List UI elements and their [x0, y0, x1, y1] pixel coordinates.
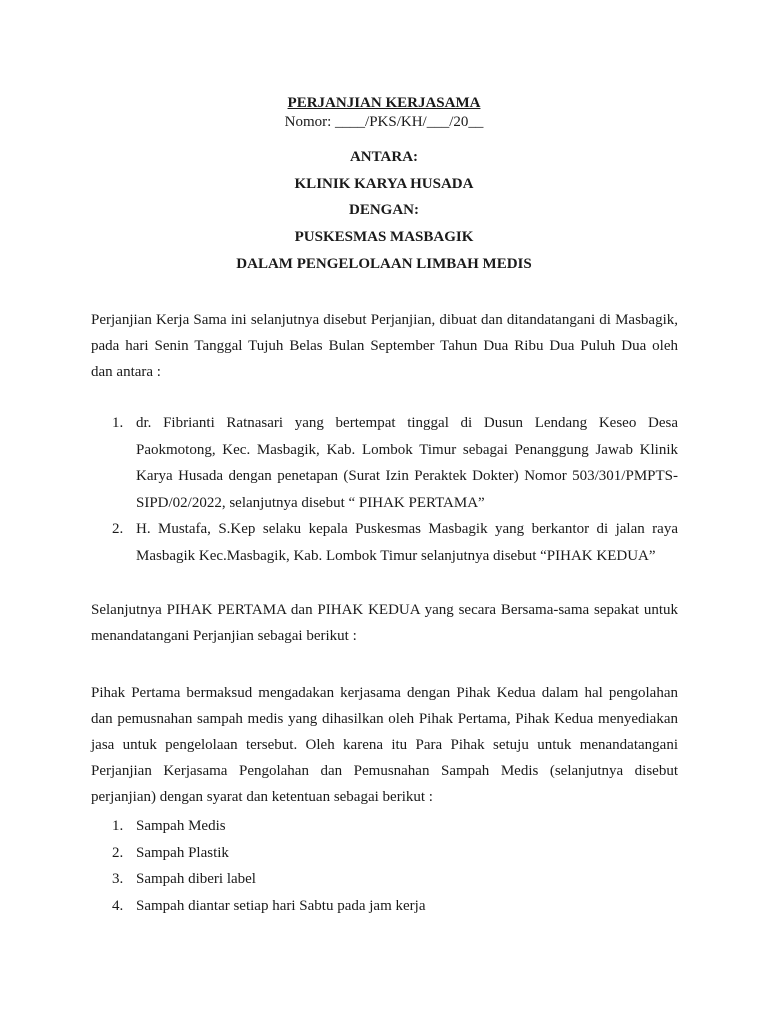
- list-number: 2.: [112, 521, 124, 537]
- term-item: [91, 893, 678, 920]
- intro-paragraph: [91, 307, 678, 385]
- list-number: 3.: [112, 871, 124, 887]
- purpose-line: Perjanjian Kerjasama Pengolahan dan Pemusnahan Sampah Medis (selanjutnya disebut: [91, 763, 678, 779]
- antara-heading: ANTARA:: [349, 149, 419, 165]
- party-line: SIPD/02/2022, selanjutnya disebut “ PIHAK PERTAMA”: [136, 494, 485, 511]
- party-line: Masbagik Kec.Masbagik, Kab. Lombok Timur selanjutnya disebut “PIHAK KEDUA”: [136, 547, 656, 564]
- list-number: 2.: [112, 844, 124, 861]
- term-text: Sampah Plastik: [136, 844, 229, 861]
- party-line: Paokmotong, Kec. Masbagik, Kab. Lombok Timur sebagai Penanggung Jawab Klinik: [136, 441, 678, 458]
- list-number: 1.: [112, 818, 124, 834]
- party-two-heading: PUSKESMAS MASBAGIK: [294, 229, 474, 245]
- party-line: H. Mustafa, S.Kep selaku kepala Puskesmas Masbagik yang berkantor di jalan raya: [136, 521, 678, 537]
- term-text: Sampah Medis: [136, 818, 226, 834]
- dengan-heading: DENGAN:: [349, 202, 419, 218]
- purpose-paragraph: [91, 680, 678, 810]
- agreement-line: Selanjutnya PIHAK PERTAMA dan PIHAK KEDUA yang secara Bersama-sama sepakat untuk: [91, 602, 678, 618]
- term-item: [91, 813, 678, 840]
- list-number: 1.: [112, 415, 124, 431]
- intro-line: dan antara :: [91, 364, 161, 380]
- term-item: [91, 866, 678, 893]
- parties-list: [91, 410, 678, 569]
- party-item: [91, 516, 678, 569]
- subject-heading: DALAM PENGELOLAAN LIMBAH MEDIS: [236, 256, 532, 272]
- purpose-line: Pihak Pertama bermaksud mengadakan kerjasama dengan Pihak Kedua dalam hal pengolahan: [91, 685, 678, 701]
- agreement-line: menandatangani Perjanjian sebagai berikut :: [91, 628, 357, 644]
- party-line: dr. Fibrianti Ratnasari yang bertempat tinggal di Dusun Lendang Keseo Desa: [136, 415, 678, 431]
- terms-list: [91, 813, 678, 919]
- agreement-paragraph: [91, 597, 678, 649]
- intro-line: Perjanjian Kerja Sama ini selanjutnya disebut Perjanjian, dibuat dan ditandatangani di Masbagik,: [91, 312, 678, 328]
- purpose-line: perjanjian) dengan syarat dan ketentuan sebagai berikut :: [91, 789, 433, 805]
- document-title: PERJANJIAN KERJASAMA: [287, 95, 481, 111]
- term-text: Sampah diantar setiap hari Sabtu pada jam kerja: [136, 897, 426, 914]
- party-line: Karya Husada dengan penetapan (Surat Izin Peraktek Dokter) Nomor 503/301/PMPTS-: [136, 468, 678, 484]
- party-one-heading: KLINIK KARYA HUSADA: [294, 176, 474, 192]
- list-number: 4.: [112, 897, 124, 914]
- party-item: [91, 410, 678, 516]
- term-text: Sampah diberi label: [136, 871, 256, 887]
- purpose-line: dan pemusnahan sampah medis yang dihasilkan oleh Pihak Pertama, Pihak Kedua menyediakan: [91, 711, 678, 727]
- term-item: [91, 840, 678, 867]
- document-number: Nomor: ____/PKS/KH/___/20__: [284, 114, 484, 130]
- purpose-line: jasa untuk pengelolaan tersebut. Oleh karena itu Para Pihak setuju untuk menandatangani: [91, 737, 678, 753]
- intro-line: pada hari Senin Tanggal Tujuh Belas Bulan September Tahun Dua Ribu Dua Puluh Dua oleh: [91, 338, 678, 354]
